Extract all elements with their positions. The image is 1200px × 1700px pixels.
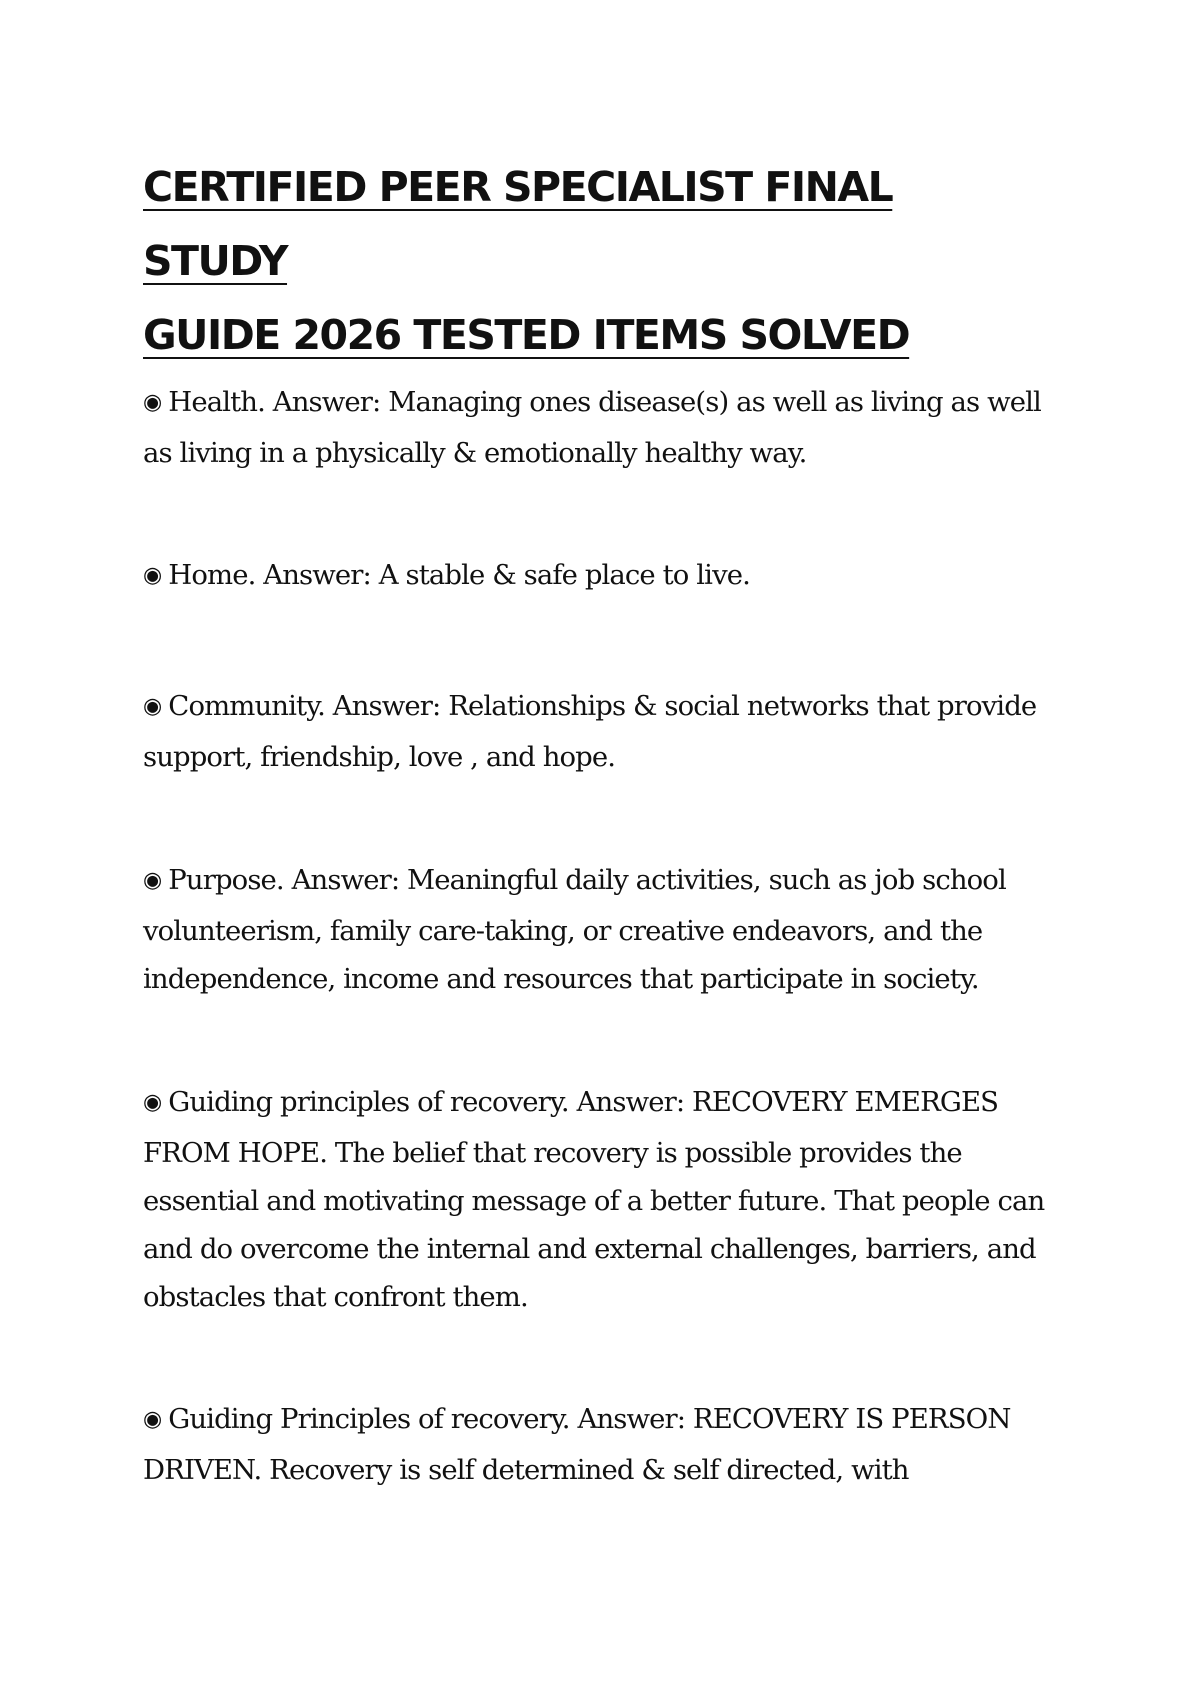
study-item-text: Home. Answer: A stable & safe place to live. (168, 559, 750, 591)
study-item-principle-person-driven (143, 1395, 1073, 1494)
study-item-community (143, 682, 1073, 781)
study-item-purpose (143, 856, 1073, 1003)
radio-bullet-icon: ◉ (143, 868, 162, 893)
radio-bullet-icon: ◉ (143, 1407, 162, 1432)
document-title (143, 150, 1043, 372)
radio-bullet-icon: ◉ (143, 563, 162, 588)
study-item-home (143, 551, 1073, 602)
radio-bullet-icon: ◉ (143, 390, 162, 415)
radio-bullet-icon: ◉ (143, 1090, 162, 1115)
study-item-health (143, 378, 1073, 477)
radio-bullet-icon: ◉ (143, 694, 162, 719)
study-item-text: Guiding Principles of recovery. Answer: RECOVERY IS PERSON DRIVEN. Recovery is self determined & self directed, with (143, 1403, 1011, 1486)
study-item-text: Purpose. Answer: Meaningful daily activities, such as job school volunteerism, family care-taking, or creative endeavors, and the independence, income and resources that participate in society. (143, 864, 1006, 995)
study-item-text: Community. Answer: Relationships & social networks that provide support, friendship, love , and hope. (143, 690, 1037, 773)
study-item-text: Guiding principles of recovery. Answer: RECOVERY EMERGES FROM HOPE. The belief that recovery is possible provides the essential and motivating message of a better future. That people can and do overcome the internal and external challenges, barriers, and obstacles that confront them. (143, 1086, 1045, 1313)
title-line-1: CERTIFIED PEER SPECIALIST FINAL STUDY (143, 163, 893, 285)
title-line-2: GUIDE 2026 TESTED ITEMS SOLVED (143, 311, 910, 359)
study-item-principle-hope (143, 1078, 1073, 1321)
study-item-text: Health. Answer: Managing ones disease(s) as well as living as well as living in a physically & emotionally healthy way. (143, 386, 1041, 469)
